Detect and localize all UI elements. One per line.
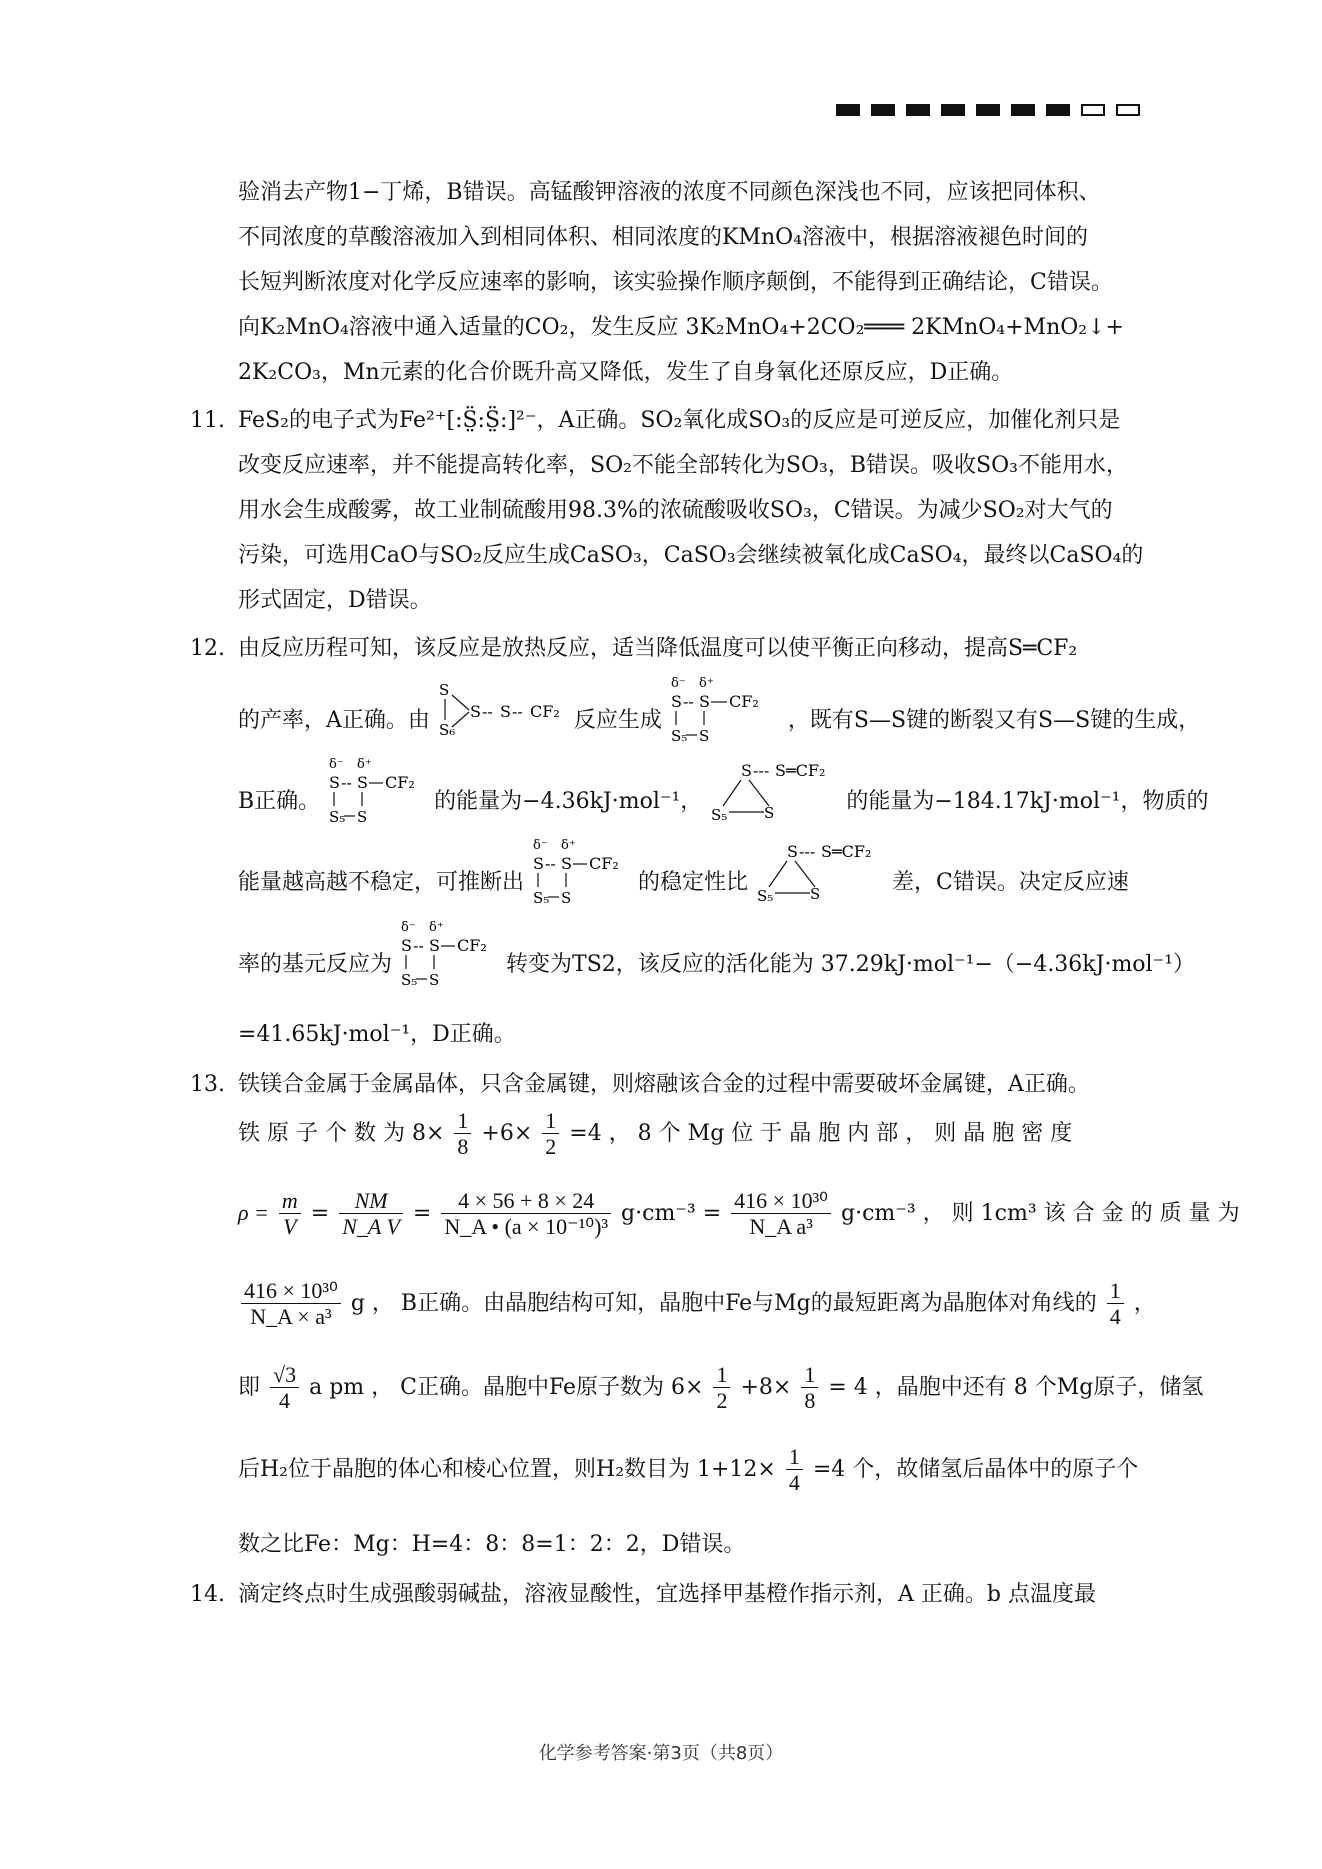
fraction: $\frac{\text{416 × 10³⁰}}{\text{N\_A a³}}$ xyxy=(731,1188,831,1240)
svg-text:--: -- xyxy=(481,702,493,721)
q13-line: 数之比Fe：Mg：H=4：8：8=1：2：2，D错误。 xyxy=(238,1532,746,1557)
product-structure xyxy=(709,754,839,828)
ts-structure xyxy=(669,673,781,747)
ts-structure xyxy=(327,754,427,828)
q10-line: 不同浓度的草酸溶液加入到相同体积、相同浓度的KMnO₄溶液中，根据溶液褪色时间的 xyxy=(238,225,1088,250)
filled-mark xyxy=(976,104,1000,116)
svg-text:S: S xyxy=(698,692,710,711)
q10-line: 2K₂CO₃，Mn元素的化合价既升高又降低，发生了自身氧化还原反应，D正确。 xyxy=(238,360,1014,385)
q11-line: 形式固定，D错误。 xyxy=(238,588,432,613)
q11-line: 11. FeS₂的电子式为Fe²⁺[:S̤̈:S̤̈:]²⁻，A正确。SO₂氧化成SO₃的反应是可逆反应，加催化剂只是 xyxy=(238,398,1120,443)
q10-line: 长短判断浓度对化学反应速率的影响，该实验操作顺序颠倒，不能得到正确结论，C错误。 xyxy=(238,270,1113,295)
svg-text:S: S xyxy=(438,681,450,699)
svg-text:S: S xyxy=(561,854,572,873)
q10-line: 验消去产物1−丁烯，B错误。高锰酸钾溶液的浓度不同颜色深浅也不同，应该把同体积、 xyxy=(238,180,1101,205)
svg-text:δ⁻: δ⁻ xyxy=(670,676,686,691)
filled-mark xyxy=(1046,104,1070,116)
filled-mark xyxy=(1011,104,1035,116)
fraction: $\frac{1}{4}$ xyxy=(1107,1278,1124,1330)
empty-mark xyxy=(1081,104,1105,116)
svg-text:S: S xyxy=(810,885,821,903)
svg-text:S₅: S₅ xyxy=(757,887,774,905)
svg-text:---: --- xyxy=(799,842,816,861)
svg-text:S₅: S₅ xyxy=(711,806,728,824)
svg-text:S: S xyxy=(670,692,682,711)
svg-text:S₅: S₅ xyxy=(329,808,346,826)
svg-text:S: S xyxy=(357,773,369,792)
fraction: $\frac{1}{4}$ xyxy=(786,1444,803,1496)
q13-line: $\frac{\text{416 × 10³⁰}}{\text{N\_A × a³}}$ g ， B正确。由晶胞结构可知，晶胞中Fe与Mg的最短距离为晶胞体对角线的 $\frac{1}{4}$ ， xyxy=(238,1278,1156,1330)
s7-ring-structure xyxy=(437,675,567,745)
svg-text:CF₂: CF₂ xyxy=(385,773,415,792)
svg-text:S₅: S₅ xyxy=(533,889,550,907)
svg-text:CF₂: CF₂ xyxy=(589,854,619,873)
fraction: $\frac{√3}{4}$ xyxy=(270,1362,299,1414)
svg-text:δ⁺: δ⁺ xyxy=(357,757,372,772)
empty-mark xyxy=(1116,104,1140,116)
svg-text:δ⁺: δ⁺ xyxy=(429,920,444,935)
svg-text:S₅: S₅ xyxy=(670,727,688,745)
svg-text:δ⁻: δ⁻ xyxy=(329,757,344,772)
svg-text:S₅: S₅ xyxy=(401,971,418,989)
fraction: $\frac{1}{2}$ xyxy=(542,1108,559,1160)
svg-text:S: S xyxy=(401,936,412,955)
ts-structure xyxy=(531,835,631,909)
q13-line: 后H₂位于晶胞的体心和棱心位置，则H₂数目为 1+12× $\frac{1}{4}$ =4 个，故储氢后晶体中的原子个 xyxy=(238,1444,1139,1496)
svg-text:δ⁺: δ⁺ xyxy=(561,838,576,853)
fraction: $\frac{4 \times 56 + 8 \times 24}{\text{N\_A • (a × 10⁻¹⁰)³}}$ xyxy=(441,1188,611,1240)
filled-mark xyxy=(836,104,860,116)
product-structure xyxy=(755,835,885,909)
fraction: $\frac{NM}{\text{N\_A V}}$ xyxy=(339,1188,403,1240)
ts-structure xyxy=(399,917,499,991)
svg-text:S: S xyxy=(429,936,440,955)
filled-mark xyxy=(871,104,895,116)
svg-text:--: -- xyxy=(413,936,424,955)
svg-text:S: S xyxy=(499,702,511,721)
q12-line: =41.65kJ·mol⁻¹，D正确。 xyxy=(238,1022,516,1047)
q10-line: 向K₂MnO₄溶液中通入适量的CO₂，发生反应 3K₂MnO₄+2CO₂═══ 2KMnO₄+MnO₂↓+ xyxy=(238,315,1124,340)
q11-line: 污染，可选用CaO与SO₂反应生成CaSO₃，CaSO₃会继续被氧化成CaSO₄，最终以CaSO₄的 xyxy=(238,543,1144,568)
svg-text:--: -- xyxy=(511,702,523,721)
svg-text:δ⁺: δ⁺ xyxy=(698,676,714,691)
q12-line: B正确。 δ⁻ δ⁺ S -- S CF₂ S₅ S 的能量为−4.36kJ·mol⁻¹， S --- S═CF₂ S₅ S 的能量为−184.17kJ·mol⁻¹，物质的 xyxy=(238,776,1208,828)
q13-line: 即 $\frac{√3}{4}$ a pm ， C正确。晶胞中Fe原子数为 6× $\frac{1}{2}$ +8× $\frac{1}{8}$ = 4 ，晶胞中还有 8 个Mg原子，储氢 xyxy=(238,1362,1204,1414)
svg-text:S: S xyxy=(533,854,544,873)
svg-text:S: S xyxy=(741,761,753,780)
svg-text:S₆: S₆ xyxy=(438,721,456,739)
svg-text:δ⁻: δ⁻ xyxy=(401,920,416,935)
svg-text:S: S xyxy=(357,808,368,826)
question-number: 13. xyxy=(190,1072,225,1097)
q11-line: 用水会生成酸雾，故工业制硫酸用98.3%的浓硫酸吸收SO₃，C错误。为减少SO₂对大气的 xyxy=(238,498,1113,523)
fraction: $\frac{1}{8}$ xyxy=(454,1108,471,1160)
q12-line: 率的基元反应为 δ⁻ δ⁺ S -- S CF₂ S₅ S 转变为TS2，该反应的活化能为 37.29kJ·mol⁻¹−（−4.36kJ·mol⁻¹） xyxy=(238,939,1195,991)
q13-density-formula: ρ = $\frac{m}{V}$ = $\frac{NM}{\text{N\_A V}}$ = $\frac{4 \times 56 + 8 \times 24}{\text{N\_A • (a × 10⁻¹⁰)³}}$ g·cm⁻³ = $\frac{\text{416 × 10³⁰}}{\text{N\_A a³}}$ g·cm⁻³ ， 则 1cm³ 该 合 金 的 质 量 为 xyxy=(238,1188,1240,1240)
q12-line: 的产率，A正确。由 S S₆ S -- S -- CF₂ 反应生成 δ⁻ δ⁺ S -- S CF₂ S₅ S ，既有S—S键的断裂又有S—S键的生成， xyxy=(238,695,1200,747)
question-number: 14. xyxy=(190,1582,225,1607)
page-footer: 化学参考答案·第3页（共8页） xyxy=(538,1743,784,1764)
q11-line: 改变反应速率，并不能提高转化率，SO₂不能全部转化为SO₃，B错误。吸收SO₃不能用水， xyxy=(238,453,1128,478)
svg-text:---: --- xyxy=(753,761,770,780)
q13-line: 13. 铁镁合金属于金属晶体，只含金属键，则熔融该合金的过程中需要破坏金属键，A正确。 xyxy=(238,1062,1090,1107)
svg-text:δ⁻: δ⁻ xyxy=(533,838,548,853)
q13-line: 铁 原 子 个 数 为 8× $\frac{1}{8}$ +6× $\frac{1}{2}$ =4 ， 8 个 Mg 位 于 晶 胞 内 部 ， 则 晶 胞 密 度 xyxy=(238,1108,1073,1160)
svg-text:S: S xyxy=(429,971,440,989)
fraction: $\frac{m}{V}$ xyxy=(279,1188,301,1240)
filled-mark xyxy=(906,104,930,116)
q12-line: 能量越高越不稳定，可推断出 δ⁻ δ⁺ S -- S CF₂ S₅ S 的稳定性比 S --- S═CF₂ S₅ S 差，C错误。决定反应速 xyxy=(238,857,1129,909)
fraction: $\frac{\text{416 × 10³⁰}}{\text{N\_A × a³}}$ xyxy=(241,1278,341,1330)
question-number: 12. xyxy=(190,636,225,661)
svg-text:S: S xyxy=(787,842,798,861)
svg-text:S: S xyxy=(698,727,710,745)
svg-text:S: S xyxy=(764,804,775,822)
svg-text:S: S xyxy=(329,773,341,792)
svg-text:S═CF₂: S═CF₂ xyxy=(775,761,826,780)
q14-line: 14. 滴定终点时生成强酸弱碱盐，溶液显酸性，宜选择甲基橙作指示剂，A 正确。b 点温度最 xyxy=(238,1572,1096,1617)
svg-text:S═CF₂: S═CF₂ xyxy=(821,842,872,861)
svg-text:S: S xyxy=(561,889,572,907)
q12-line: 12. 由反应历程可知，该反应是放热反应，适当降低温度可以使平衡正向移动，提高S═CF₂ xyxy=(238,626,1077,671)
svg-text:CF₂: CF₂ xyxy=(728,692,759,711)
fraction: $\frac{1}{8}$ xyxy=(801,1362,818,1414)
question-number: 11. xyxy=(190,408,225,433)
svg-text:S: S xyxy=(469,702,481,721)
header-marks xyxy=(836,104,1140,116)
svg-text:--: -- xyxy=(341,773,352,792)
svg-text:CF₂: CF₂ xyxy=(529,702,560,721)
svg-text:CF₂: CF₂ xyxy=(457,936,487,955)
fraction: $\frac{1}{2}$ xyxy=(713,1362,730,1414)
svg-text:--: -- xyxy=(545,854,556,873)
svg-text:--: -- xyxy=(682,692,694,711)
filled-mark xyxy=(941,104,965,116)
